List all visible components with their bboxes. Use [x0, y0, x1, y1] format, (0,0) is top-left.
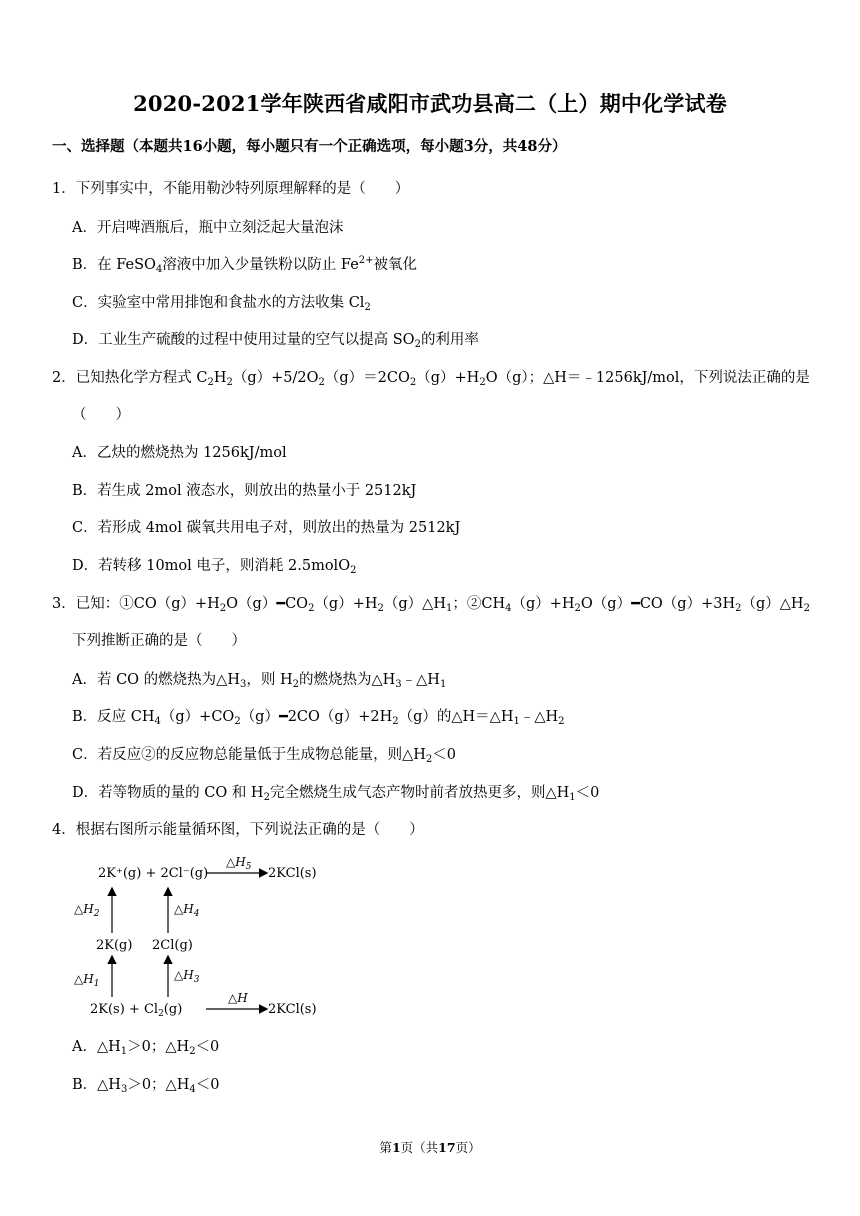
question-2-option-d: D．若转移 10mol 电子，则消耗 2.5molO$_2$: [72, 558, 357, 576]
label-h5: $\triangle H_5$: [226, 855, 252, 872]
label-h4: $\triangle H_4$: [174, 902, 200, 919]
total-pages: 17: [438, 1140, 456, 1155]
question-2-option-a: A．乙炔的燃烧热为 1256kJ/mol: [72, 445, 287, 461]
question-3-option-a: A．若 CO 的燃烧热为$\triangle H_3$，则 $H_2$的燃烧热为$\triangle H_3﹣\triangle H_1$: [72, 672, 447, 690]
diagram-mid-right: 2Cl(g): [152, 938, 193, 953]
label-h3: $\triangle H_3$: [174, 968, 200, 985]
question-3-option-d: D．若等物质的量的 CO 和 $H_2$完全燃烧生成气态产物时前者放热更多，则$\triangle H_1<0$: [72, 785, 600, 803]
question-2-option-b: B．若生成 2mol 液态水，则放出的热量小于 2512kJ: [72, 483, 417, 499]
current-page: 1: [391, 1140, 401, 1155]
diagram-bottom-right: 2KCl(s): [268, 1002, 317, 1017]
diagram-mid-left: 2K(g): [96, 938, 133, 953]
question-1-option-d: D．工业生产硫酸的过程中使用过量的空气以提高 $SO_2$的利用率: [72, 332, 479, 350]
energy-cycle-diagram: [70, 855, 330, 1025]
label-h1: $\triangle H_1$: [74, 972, 100, 989]
question-2-stem: 2．已知热化学方程式 $C_2H_2(g)+5/2O_2(g)=2CO_2(g)+H_2O(g)$；△H＝﹣1256kJ/mol，下列说法正确的是: [52, 370, 810, 388]
diagram-bottom-left: $2K(s) + Cl_2(g)$: [90, 1002, 183, 1019]
diagram-top-left: 2K⁺(g) + 2Cl⁻(g): [98, 866, 209, 881]
label-h2: $\triangle H_2$: [74, 902, 100, 919]
diagram-top-right: 2KCl(s): [268, 866, 317, 881]
question-3-option-b: B．反应 $CH_4(g)+CO_2(g)━2CO(g)+2H_2(g)$的$\triangle H=\triangle H_1﹣\triangle H_2$: [72, 709, 565, 727]
question-1-option-c: C．实验室中常用排饱和食盐水的方法收集 $Cl_2$: [72, 295, 371, 313]
label-h: △H: [228, 991, 248, 1005]
question-1-option-b: B．在 FeSO$_4$溶液中加入少量铁粉以防止 $Fe^{2+}$被氧化: [72, 255, 418, 275]
question-3-stem: 3．已知：$①CO(g)+H_2O(g)━CO_2(g)+H_2(g)\triangle H_1$；$②CH_4(g)+H_2O(g)━CO(g)+3H_2(g)\triangle H_2$: [52, 596, 810, 614]
question-2-stem-line2: （ ）: [72, 407, 130, 423]
question-3-stem-line2: 下列推断正确的是（ ）: [72, 633, 246, 649]
question-4-option-b: B．$\triangle H_3>0$；$\triangle H_4<0$: [72, 1077, 220, 1095]
section-heading: 一、选择题（本题共16小题，每小题只有一个正确选项，每小题3分，共48分）: [52, 138, 567, 155]
question-1-option-a: A．开启啤酒瓶后，瓶中立刻泛起大量泡沫: [72, 220, 344, 236]
question-1-stem: 1．下列事实中，不能用勒沙特列原理解释的是（ ）: [52, 181, 410, 197]
question-2-option-c: C．若形成 4mol 碳氧共用电子对，则放出的热量为 2512kJ: [72, 520, 461, 536]
page-title: 2020-2021学年陕西省咸阳市武功县高二（上）期中化学试卷: [133, 91, 727, 116]
page-footer: 第1页（共17页）: [379, 1140, 481, 1155]
question-4-option-a: A．$\triangle H_1>0$；$\triangle H_2<0$: [72, 1039, 220, 1057]
question-3-option-c: C．若反应②的反应物总能量低于生成物总能量，则$\triangle H_2<0$: [72, 747, 456, 765]
question-4-stem: 4．根据右图所示能量循环图，下列说法正确的是（ ）: [52, 822, 424, 838]
